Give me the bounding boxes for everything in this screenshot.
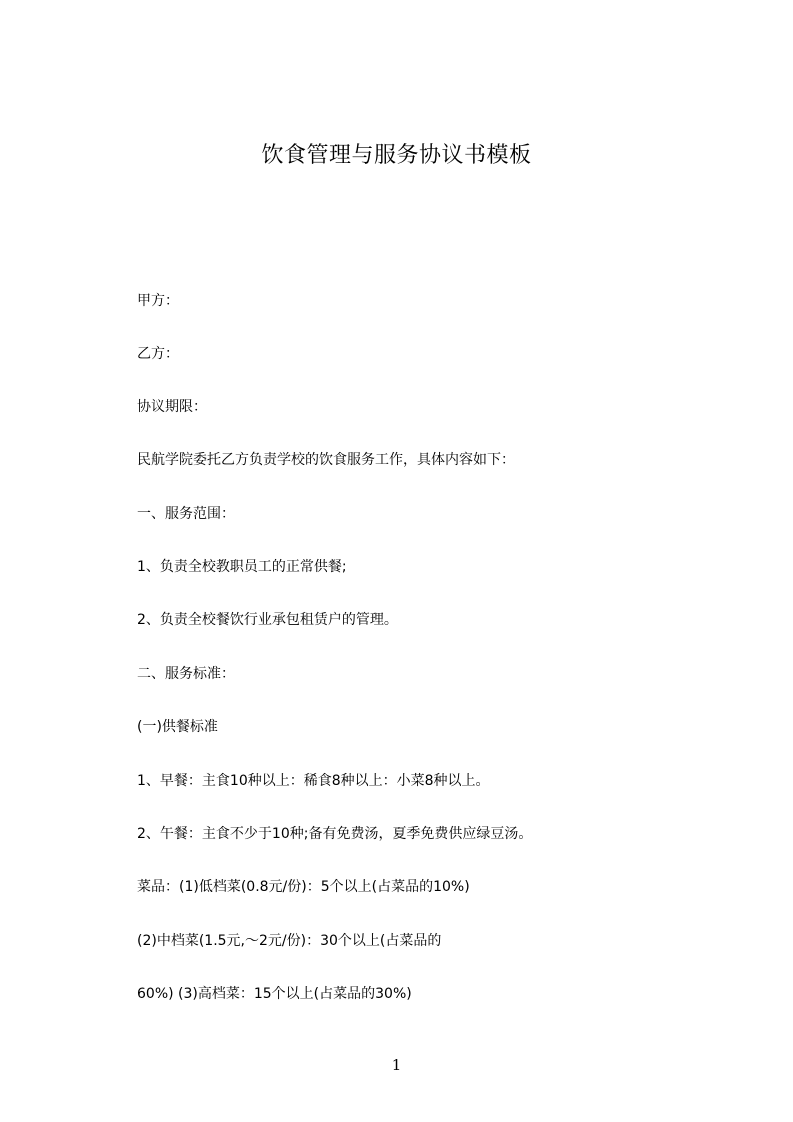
agreement-term-line: 协议期限： (137, 399, 207, 415)
document-title: 饮食管理与服务协议书模板 (261, 143, 532, 168)
list-item: 2、午餐：主食不少于10种;备有免费汤，夏季免费供应绿豆汤。 (137, 826, 533, 842)
page-number: 1 (391, 1056, 402, 1074)
list-item: 2、负责全校餐饮行业承包租赁户的管理。 (137, 612, 398, 628)
list-item: 1、负责全校教职员工的正常供餐; (137, 559, 347, 575)
party-a-line: 甲方： (137, 293, 179, 309)
list-item: 1、早餐：主食10种以上：稀食8种以上：小菜8种以上。 (137, 773, 490, 789)
section-heading-service-scope: 一、服务范围： (137, 506, 235, 522)
party-b-line: 乙方： (137, 346, 179, 362)
dish-line: 菜品：(1)低档菜(0.8元/份)：5个以上(占菜品的10%) (137, 879, 470, 895)
dish-line: 60%) (3)高档菜：15个以上(占菜品的30%) (137, 986, 412, 1002)
subsection-heading-meal-standard: (一)供餐标准 (137, 719, 218, 735)
section-heading-service-standard: 二、服务标准： (137, 666, 235, 682)
dish-line: (2)中档菜(1.5元,～2元/份)：30个以上(占菜品的 (137, 933, 442, 949)
intro-paragraph: 民航学院委托乙方负责学校的饮食服务工作，具体内容如下： (137, 452, 515, 468)
